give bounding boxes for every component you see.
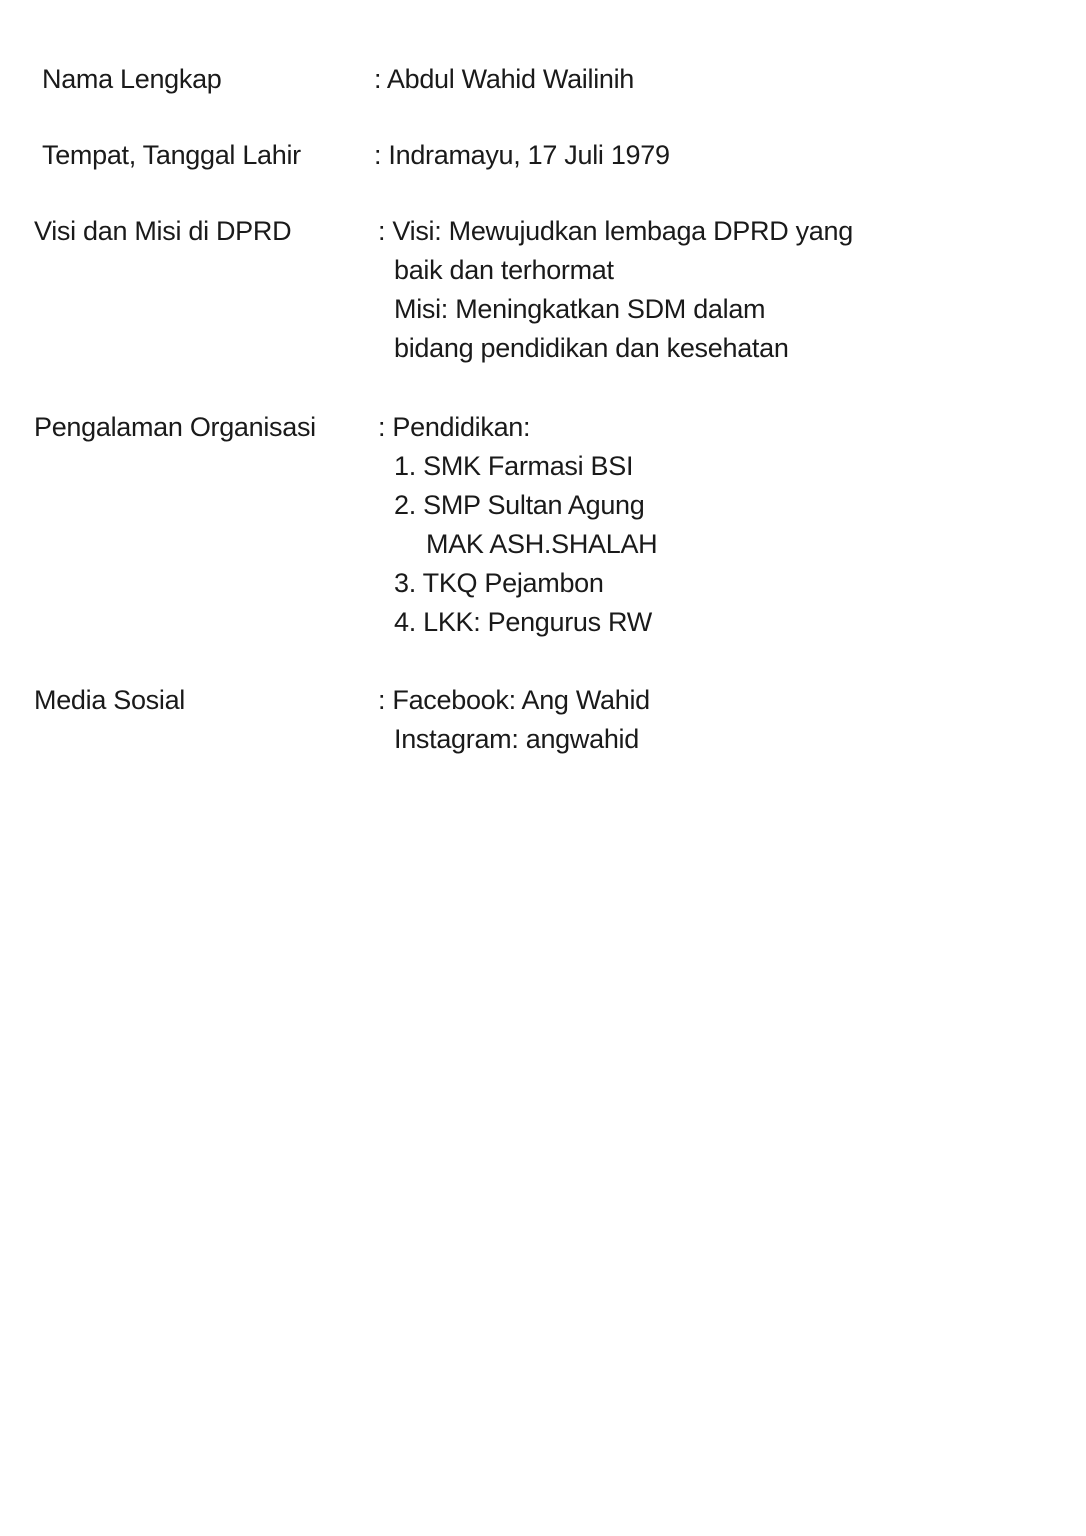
- pengalaman-heading: : Pendidikan:: [378, 412, 531, 442]
- value-tempat-tanggal-lahir: : Indramayu, 17 Juli 1979: [374, 140, 670, 170]
- label-tempat-tanggal-lahir: Tempat, Tanggal Lahir: [42, 140, 301, 170]
- pengalaman-item: MAK ASH.SHALAH: [426, 529, 658, 559]
- pengalaman-item: 2. SMP Sultan Agung: [394, 490, 645, 520]
- pengalaman-item: 1. SMK Farmasi BSI: [394, 451, 634, 481]
- pengalaman-item: 4. LKK: Pengurus RW: [394, 607, 652, 637]
- label-visi-misi: Visi dan Misi di DPRD: [34, 216, 292, 246]
- visi-line: baik dan terhormat: [394, 255, 614, 285]
- visi-line: : Visi: Mewujudkan lembaga DPRD yang: [378, 216, 853, 246]
- media-sosial-instagram: Instagram: angwahid: [394, 724, 639, 754]
- pengalaman-item: 3. TKQ Pejambon: [394, 568, 604, 598]
- misi-line: Misi: Meningkatkan SDM dalam: [394, 294, 766, 324]
- value-nama-lengkap: : Abdul Wahid Wailinih: [374, 64, 635, 94]
- label-media-sosial: Media Sosial: [34, 685, 185, 715]
- media-sosial-facebook: : Facebook: Ang Wahid: [378, 685, 650, 715]
- label-nama-lengkap: Nama Lengkap: [42, 64, 222, 94]
- misi-line: bidang pendidikan dan kesehatan: [394, 333, 789, 363]
- label-pengalaman-organisasi: Pengalaman Organisasi: [34, 412, 316, 442]
